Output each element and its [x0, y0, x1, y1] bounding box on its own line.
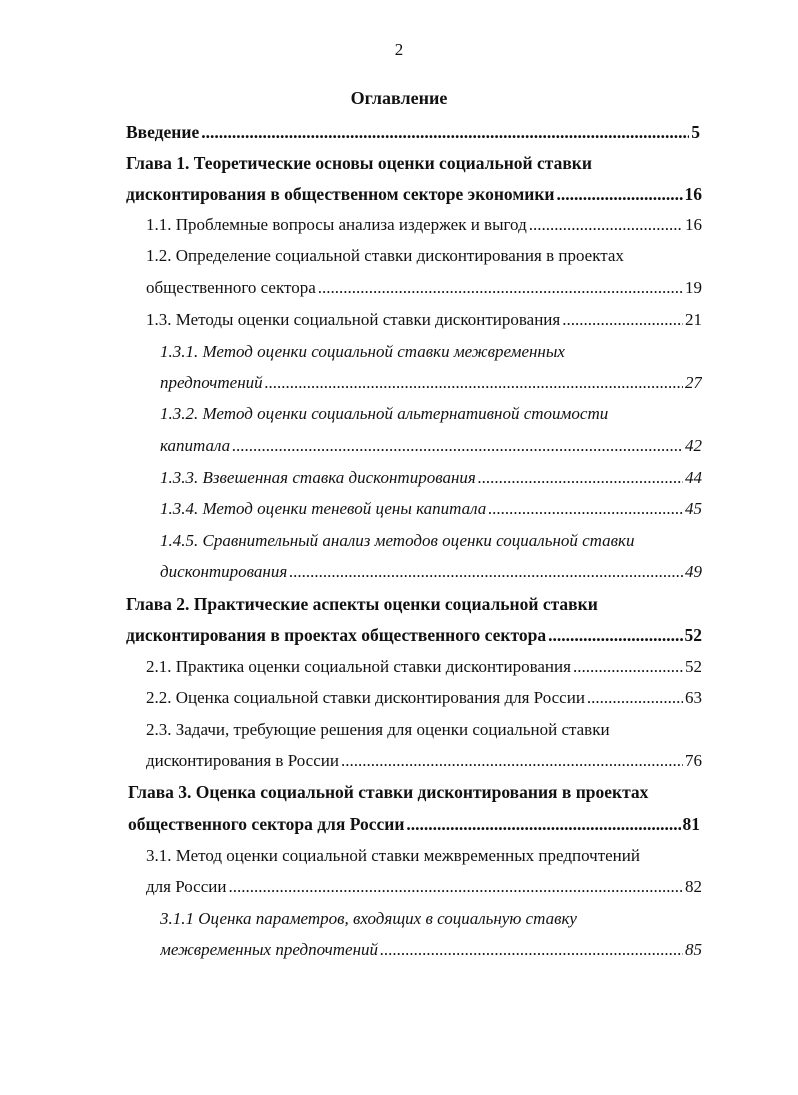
toc-entry-title: 1.3. Методы оценки социальной ставки дисконтирования	[146, 310, 561, 329]
toc-entry-title: дисконтирования в проектах общественного сектора	[126, 625, 547, 645]
toc-entry-title: общественного сектора	[146, 278, 316, 297]
toc-section-1-2[interactable]	[146, 273, 702, 303]
toc-entry-title: капитала	[160, 436, 231, 455]
toc-entry-page: 45	[685, 499, 702, 518]
toc-leader-dots	[341, 746, 683, 776]
toc-chapter-1-first-line[interactable]: Глава 1. Теоретические основы оценки социальной ставки	[126, 153, 592, 173]
toc-entry-page: 16	[685, 215, 702, 234]
toc-subsection-1-3-4[interactable]	[160, 494, 702, 524]
toc-leader-dots	[406, 809, 680, 839]
toc-entry-page: 76	[685, 751, 702, 770]
toc-subsection-1-4-5[interactable]	[160, 557, 702, 587]
toc-subsection-1-4-5-first-line[interactable]: 1.4.5. Сравнительный анализ методов оценки социальной ставки	[160, 531, 635, 550]
toc-section-2-1[interactable]	[146, 652, 702, 682]
toc-entry-page: 44	[685, 468, 702, 487]
toc-entry-page: 82	[685, 877, 702, 896]
toc-leader-dots	[232, 431, 683, 461]
toc-entry-title: 2.2. Оценка социальной ставки дисконтирования для России	[146, 688, 585, 707]
toc-leader-dots	[289, 557, 683, 587]
toc-entry-page: 16	[684, 184, 702, 204]
toc-chapter-1[interactable]	[126, 179, 702, 209]
toc-chapter-3-first-line[interactable]: Глава 3. Оценка социальной ставки дисконтирования в проектах	[128, 782, 649, 802]
toc-leader-dots	[562, 305, 683, 335]
toc-title: Оглавление	[350, 88, 448, 108]
toc-entry-title: 2.1. Практика оценки социальной ставки дисконтирования	[146, 657, 571, 676]
toc-entry-page: 52	[684, 625, 702, 645]
toc-subsection-1-3-1[interactable]	[160, 368, 702, 398]
toc-leader-dots	[228, 872, 683, 902]
toc-chapter-2-first-line[interactable]: Глава 2. Практические аспекты оценки социальной ставки	[126, 594, 598, 614]
toc-entry-page: 52	[685, 657, 702, 676]
toc-section-2-3[interactable]	[146, 746, 702, 776]
toc-section-1-1[interactable]	[146, 210, 702, 240]
toc-entry-title: межвременных предпочтений	[160, 940, 379, 959]
toc-subsection-1-3-2[interactable]	[160, 431, 702, 461]
toc-entry-page: 63	[685, 688, 702, 707]
toc-entry-title: общественного сектора для России	[128, 814, 405, 834]
toc-leader-dots	[380, 935, 683, 965]
toc-entry-page: 81	[682, 814, 700, 834]
toc-leader-dots	[587, 683, 683, 713]
toc-chapter-3[interactable]	[128, 809, 700, 839]
toc-entry-title: для России	[146, 877, 227, 896]
toc-leader-dots	[478, 463, 683, 493]
toc-entry-title: 1.3.4. Метод оценки теневой цены капитала	[160, 499, 487, 518]
toc-entry-page: 42	[685, 436, 702, 455]
toc-section-2-2[interactable]	[146, 683, 702, 713]
toc-entry-page: 49	[685, 562, 702, 581]
toc-leader-dots	[557, 179, 683, 209]
toc-leader-dots	[201, 117, 689, 147]
toc-section-1-2-first-line[interactable]: 1.2. Определение социальной ставки дисконтирования в проектах	[146, 246, 624, 265]
toc-entry-page: 5	[691, 122, 700, 142]
toc-entry-title: дисконтирования в общественном секторе экономики	[126, 184, 555, 204]
toc-leader-dots	[488, 494, 683, 524]
toc-subsection-1-3-1-first-line[interactable]: 1.3.1. Метод оценки социальной ставки межвременных	[160, 342, 565, 361]
toc-entry-title: 1.1. Проблемные вопросы анализа издержек и выгод	[146, 215, 527, 234]
toc-entry-page: 85	[685, 940, 702, 959]
toc-entry-title: 1.3.3. Взвешенная ставка дисконтирования	[160, 468, 476, 487]
toc-subsection-3-1-1-first-line[interactable]: 3.1.1 Оценка параметров, входящих в социальную ставку	[160, 909, 577, 928]
toc-entry-page: 19	[685, 278, 702, 297]
toc-leader-dots	[548, 620, 682, 650]
toc-entry-introduction[interactable]	[126, 117, 700, 147]
toc-entry-title: Введение	[126, 122, 200, 142]
toc-subsection-3-1-1[interactable]	[160, 935, 702, 965]
page-number: 2	[394, 40, 404, 59]
toc-section-2-3-first-line[interactable]: 2.3. Задачи, требующие решения для оценки социальной ставки	[146, 720, 610, 739]
toc-entry-title: дисконтирования	[160, 562, 288, 581]
toc-entry-title: дисконтирования в России	[146, 751, 339, 770]
toc-section-3-1-first-line[interactable]: 3.1. Метод оценки социальной ставки межвременных предпочтений	[146, 846, 640, 865]
toc-subsection-1-3-2-first-line[interactable]: 1.3.2. Метод оценки социальной альтернативной стоимости	[160, 404, 609, 423]
toc-entry-title: предпочтений	[160, 373, 263, 392]
toc-leader-dots	[318, 273, 683, 303]
toc-leader-dots	[573, 652, 683, 682]
toc-section-1-3[interactable]	[146, 305, 702, 335]
toc-leader-dots	[529, 210, 683, 240]
toc-entry-page: 21	[685, 310, 702, 329]
toc-entry-page: 27	[685, 373, 702, 392]
toc-subsection-1-3-3[interactable]	[160, 463, 702, 493]
toc-leader-dots	[265, 368, 683, 398]
toc-chapter-2[interactable]	[126, 620, 702, 650]
toc-section-3-1[interactable]	[146, 872, 702, 902]
